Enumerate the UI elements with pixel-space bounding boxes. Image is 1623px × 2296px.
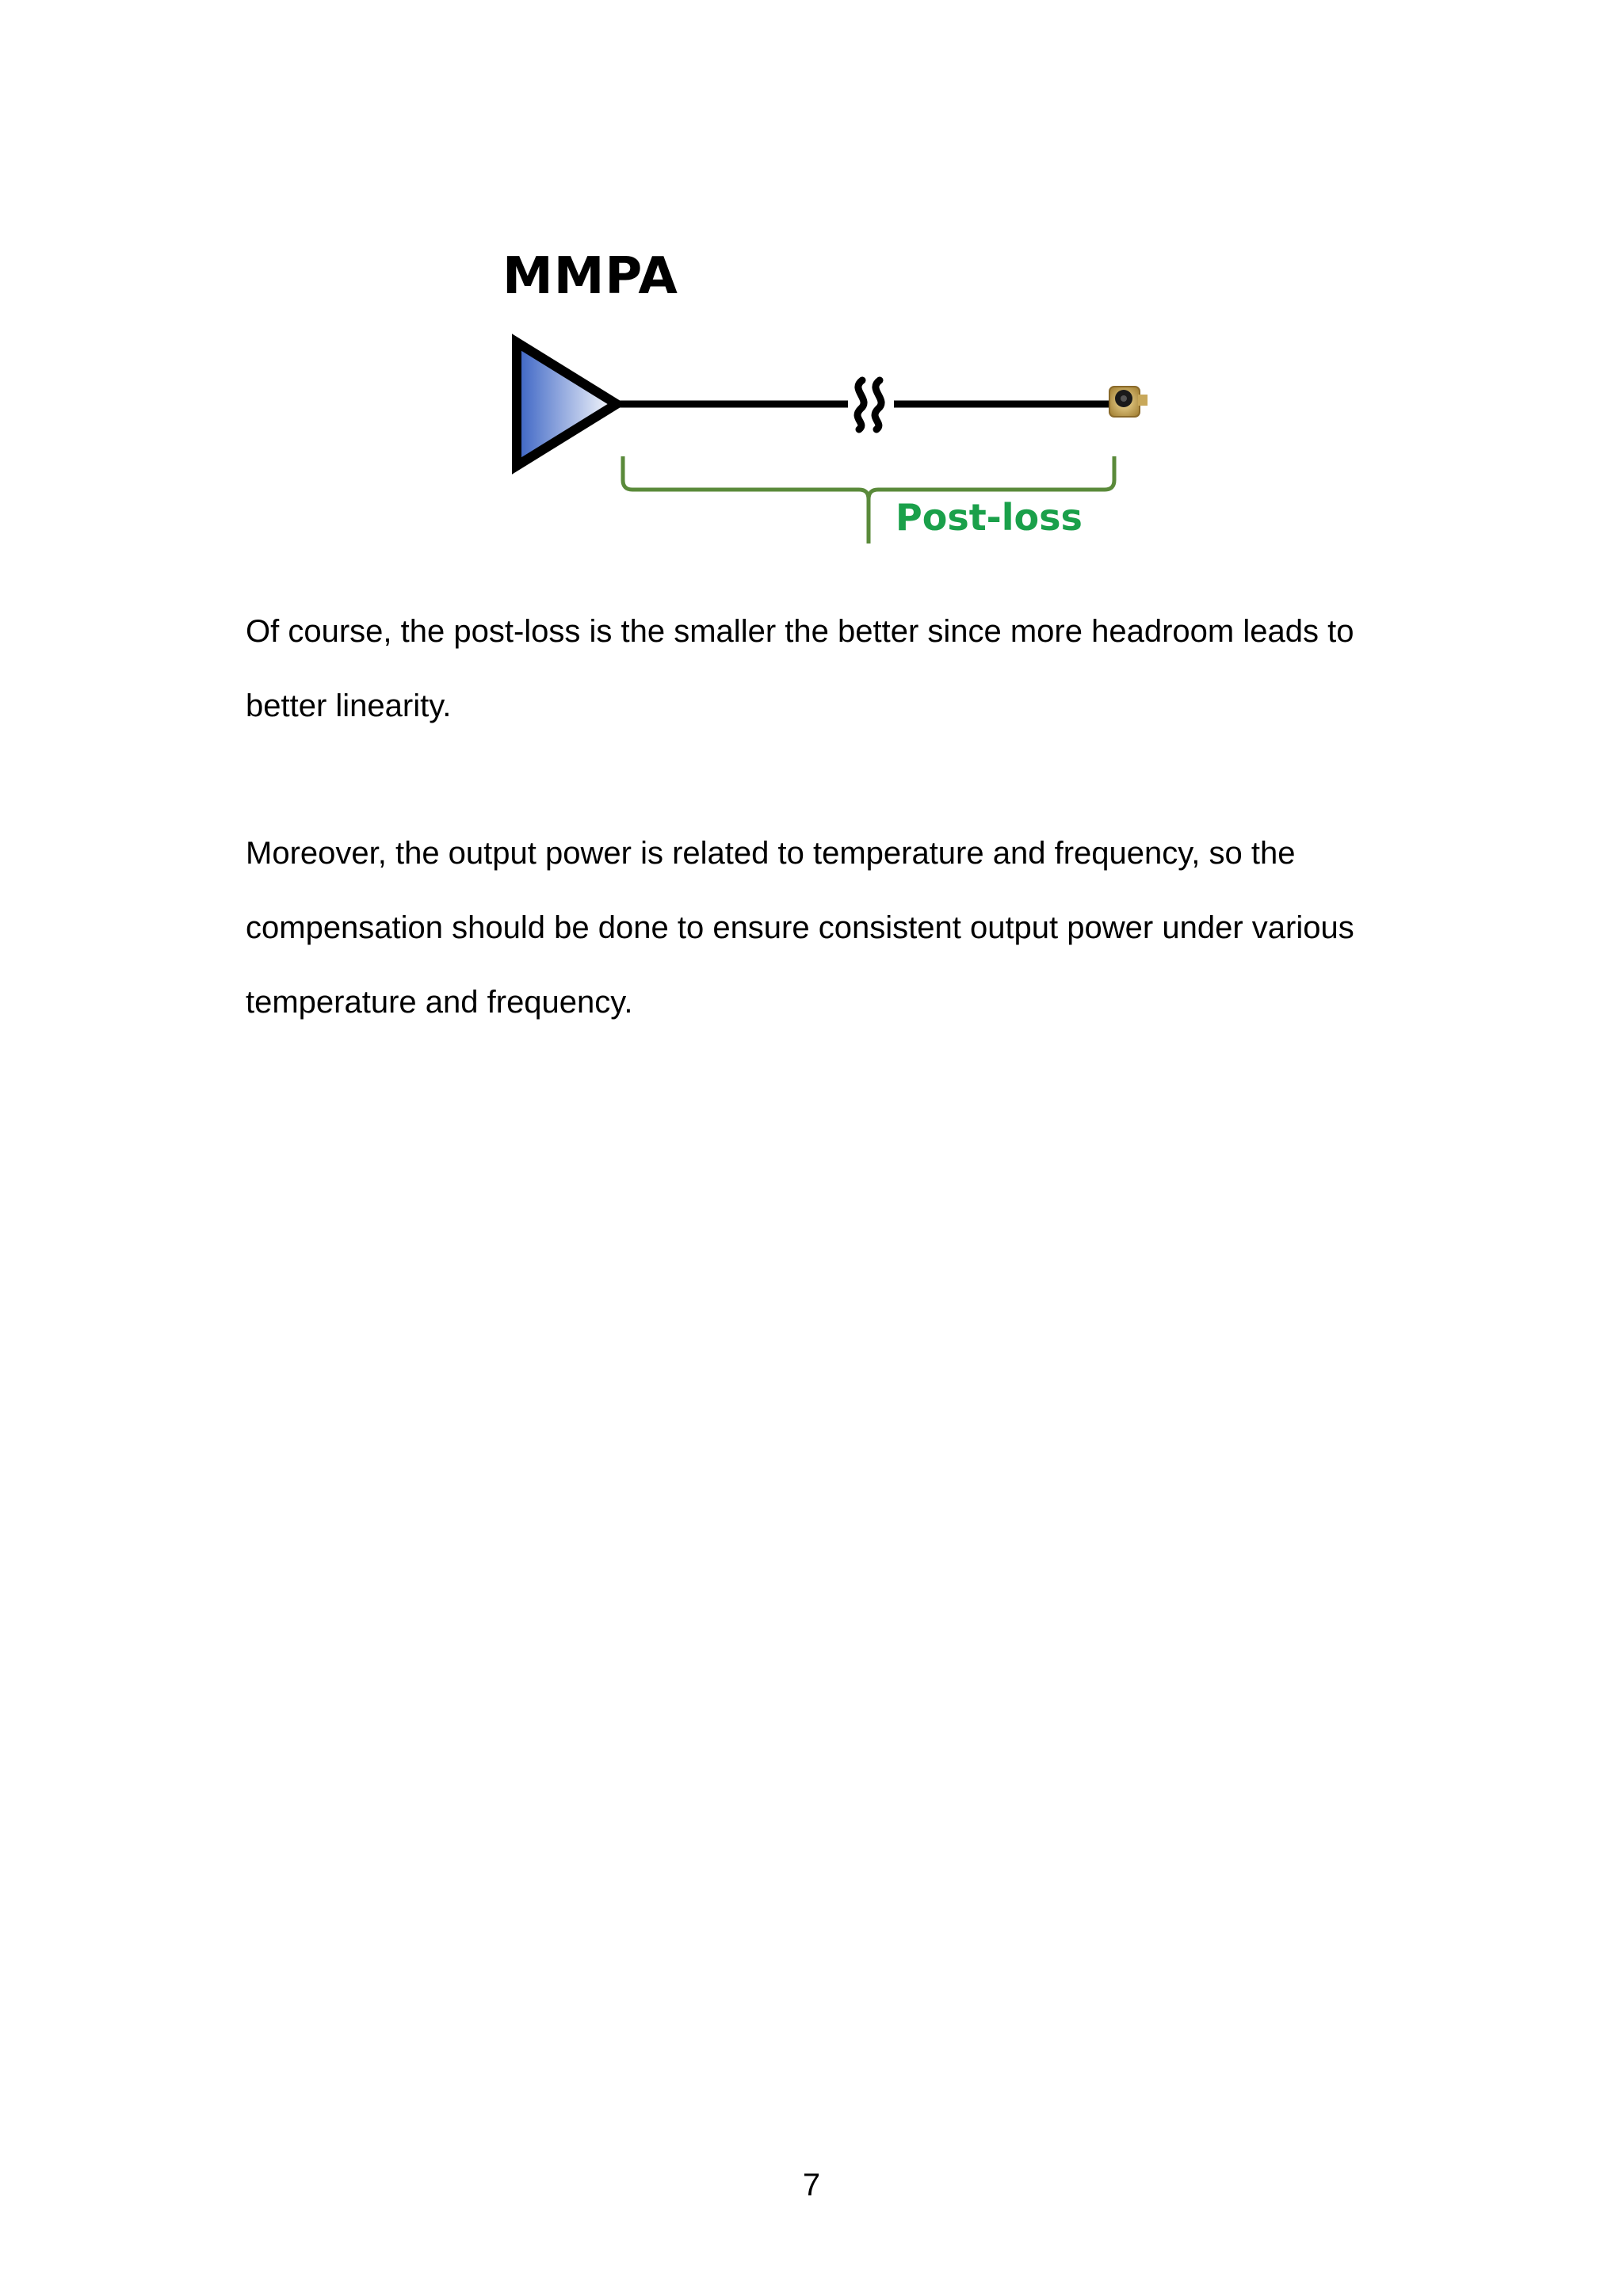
amplifier-label: MMPA bbox=[502, 247, 678, 306]
paragraph-post-loss: Of course, the post-loss is the smaller the better since more headroom leads to better linearity. bbox=[246, 614, 1354, 723]
paragraph-compensation: Moreover, the output power is related to temperature and frequency, so the compensation should be done to ensure consistent output power under various temperature and frequency. bbox=[246, 836, 1354, 1020]
mmpa-post-loss-figure bbox=[475, 230, 1173, 563]
page-number: 7 bbox=[802, 2168, 821, 2203]
cable-break-icon bbox=[857, 380, 881, 429]
connector-icon bbox=[1109, 387, 1148, 417]
post-loss-label: Post-loss bbox=[896, 496, 1083, 539]
amplifier-triangle-icon bbox=[517, 342, 617, 466]
